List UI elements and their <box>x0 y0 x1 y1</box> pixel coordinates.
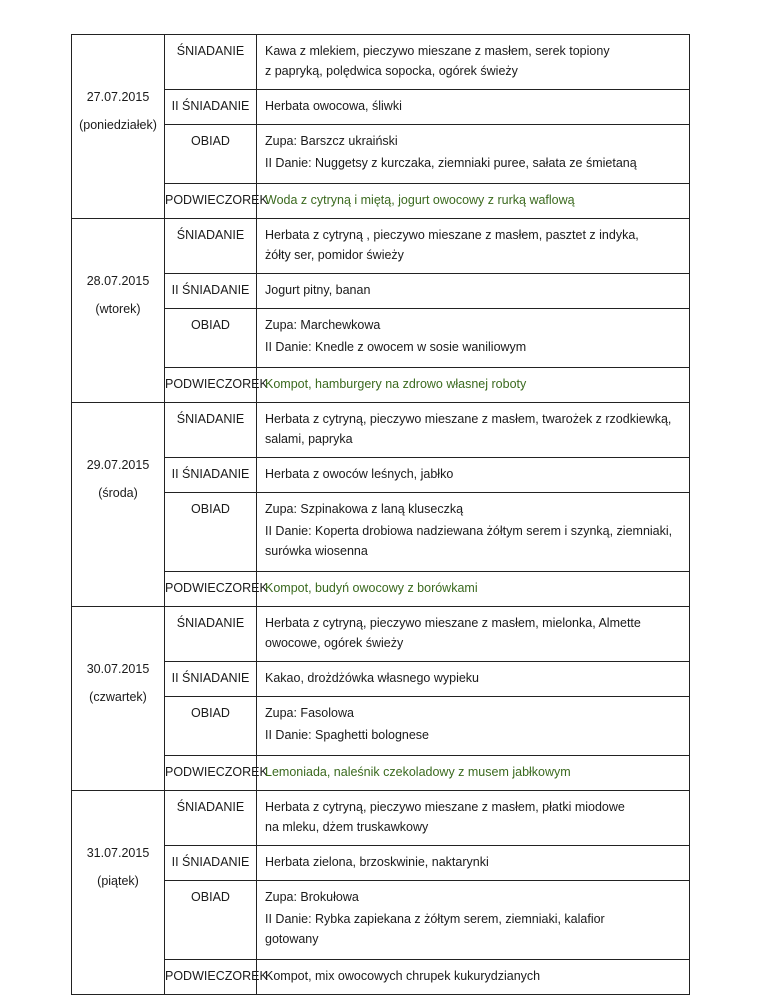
day-cell <box>72 607 165 791</box>
snack-row <box>72 368 690 403</box>
meal-desc-snack <box>257 368 690 403</box>
day-cell <box>72 35 165 219</box>
desc-line: Jogurt pitny, banan <box>265 283 371 297</box>
meal-desc-second-breakfast <box>257 846 690 881</box>
meal-label-breakfast: ŚNIADANIE <box>165 219 257 274</box>
meal-desc-main <box>257 519 690 572</box>
desc-line: z papryką, polędwica sopocka, ogórek świeży <box>265 64 518 78</box>
second-breakfast-row <box>72 662 690 697</box>
breakfast-row <box>72 35 690 90</box>
meal-desc-breakfast <box>257 791 690 846</box>
meal-desc-snack <box>257 756 690 791</box>
desc-line: Herbata z cytryną, pieczywo mieszane z masłem, twarożek z rzodkiewką, <box>265 412 672 426</box>
lunch-main-row <box>72 335 690 368</box>
soup-line: Zupa: Szpinakowa z laną kluseczką <box>265 502 464 516</box>
lunch-soup-row <box>72 309 690 336</box>
desc-line: salami, papryka <box>265 432 353 446</box>
meal-desc-second-breakfast <box>257 662 690 697</box>
day-cell <box>72 403 165 607</box>
desc-line: Kompot, mix owocowych chrupek kukurydzianych <box>265 969 541 983</box>
main-dish-line: gotowany <box>265 932 319 946</box>
meal-label-breakfast: ŚNIADANIE <box>165 607 257 662</box>
meal-label-lunch: OBIAD <box>165 493 257 520</box>
meal-desc-breakfast <box>257 403 690 458</box>
meal-desc-snack <box>257 184 690 219</box>
meal-desc-soup <box>257 493 690 520</box>
meal-desc-soup <box>257 309 690 336</box>
soup-line: Zupa: Fasolowa <box>265 706 354 720</box>
meal-desc-main <box>257 723 690 756</box>
snack-row <box>72 960 690 995</box>
day-weekday: (wtorek) <box>95 302 141 316</box>
desc-line: Herbata z owoców leśnych, jabłko <box>265 467 454 481</box>
meal-desc-soup <box>257 881 690 908</box>
meal-label-snack: PODWIECZOREK <box>165 756 257 791</box>
meal-desc-snack <box>257 960 690 995</box>
day-date: 28.07.2015 <box>86 274 150 288</box>
meal-label-lunch: OBIAD <box>165 881 257 908</box>
meal-label-snack: PODWIECZOREK <box>165 184 257 219</box>
lunch-main-row <box>72 907 690 960</box>
desc-line: owocowe, ogórek świeży <box>265 636 404 650</box>
snack-row <box>72 756 690 791</box>
day-date: 27.07.2015 <box>86 90 150 104</box>
meal-label-snack: PODWIECZOREK <box>165 368 257 403</box>
second-breakfast-row <box>72 274 690 309</box>
main-dish-line: II Danie: Nuggetsy z kurczaka, ziemniaki puree, sałata ze śmietaną <box>265 156 637 170</box>
snack-row <box>72 572 690 607</box>
main-dish-line: II Danie: Rybka zapiekana z żółtym serem, ziemniaki, kalafior <box>265 912 605 926</box>
meal-label-empty <box>165 907 257 960</box>
main-dish-line: II Danie: Koperta drobiowa nadziewana żółtym serem i szynką, ziemniaki, <box>265 524 673 538</box>
lunch-soup-row <box>72 125 690 152</box>
meal-label-lunch: OBIAD <box>165 697 257 724</box>
meal-desc-snack <box>257 572 690 607</box>
desc-line: na mleku, dżem truskawkowy <box>265 820 429 834</box>
desc-line: żółty ser, pomidor świeży <box>265 248 404 262</box>
meal-desc-second-breakfast <box>257 274 690 309</box>
breakfast-row <box>72 403 690 458</box>
day-weekday: (poniedziałek) <box>79 118 157 132</box>
meal-label-breakfast: ŚNIADANIE <box>165 791 257 846</box>
main-dish-line: II Danie: Spaghetti bolognese <box>265 728 430 742</box>
day-weekday: (piątek) <box>97 874 139 888</box>
desc-line: Herbata z cytryną, pieczywo mieszane z masłem, płatki miodowe <box>265 800 625 814</box>
main-dish-line: surówka wiosenna <box>265 544 368 558</box>
day-date: 30.07.2015 <box>86 662 150 676</box>
day-cell <box>72 791 165 995</box>
weekly-menu-table <box>71 34 690 995</box>
meal-desc-breakfast <box>257 219 690 274</box>
desc-line: Kompot, hamburgery na zdrowo własnej roboty <box>265 377 527 391</box>
desc-line: Lemoniada, naleśnik czekoladowy z musem jabłkowym <box>265 765 571 779</box>
meal-desc-breakfast <box>257 35 690 90</box>
day-date: 31.07.2015 <box>86 846 150 860</box>
lunch-main-row <box>72 723 690 756</box>
meal-desc-main <box>257 335 690 368</box>
main-dish-line: II Danie: Knedle z owocem w sosie waniliowym <box>265 340 527 354</box>
desc-line: Woda z cytryną i miętą, jogurt owocowy z rurką waflową <box>265 193 575 207</box>
day-weekday: (czwartek) <box>89 690 147 704</box>
meal-label-lunch: OBIAD <box>165 125 257 152</box>
meal-label-empty <box>165 519 257 572</box>
day-cell <box>72 219 165 403</box>
desc-line: Herbata owocowa, śliwki <box>265 99 402 113</box>
desc-line: Kompot, budyń owocowy z borówkami <box>265 581 478 595</box>
meal-label-second-breakfast: II ŚNIADANIE <box>165 90 257 125</box>
meal-desc-breakfast <box>257 607 690 662</box>
meal-desc-soup <box>257 125 690 152</box>
meal-label-lunch: OBIAD <box>165 309 257 336</box>
second-breakfast-row <box>72 458 690 493</box>
soup-line: Zupa: Marchewkowa <box>265 318 381 332</box>
meal-desc-main <box>257 907 690 960</box>
lunch-main-row <box>72 519 690 572</box>
soup-line: Zupa: Brokułowa <box>265 890 359 904</box>
meal-label-second-breakfast: II ŚNIADANIE <box>165 458 257 493</box>
lunch-main-row <box>72 151 690 184</box>
desc-line: Herbata z cytryną, pieczywo mieszane z masłem, mielonka, Almette <box>265 616 641 630</box>
second-breakfast-row <box>72 90 690 125</box>
meal-desc-second-breakfast <box>257 90 690 125</box>
desc-line: Kawa z mlekiem, pieczywo mieszane z masłem, serek topiony <box>265 44 610 58</box>
meal-label-breakfast: ŚNIADANIE <box>165 403 257 458</box>
meal-label-snack: PODWIECZOREK <box>165 572 257 607</box>
breakfast-row <box>72 219 690 274</box>
snack-row <box>72 184 690 219</box>
lunch-soup-row <box>72 697 690 724</box>
meal-label-empty <box>165 335 257 368</box>
day-weekday: (środa) <box>98 486 138 500</box>
meal-label-snack: PODWIECZOREK <box>165 960 257 995</box>
breakfast-row <box>72 607 690 662</box>
second-breakfast-row <box>72 846 690 881</box>
soup-line: Zupa: Barszcz ukraiński <box>265 134 398 148</box>
breakfast-row <box>72 791 690 846</box>
lunch-soup-row <box>72 493 690 520</box>
meal-label-second-breakfast: II ŚNIADANIE <box>165 274 257 309</box>
meal-label-second-breakfast: II ŚNIADANIE <box>165 662 257 697</box>
meal-desc-main <box>257 151 690 184</box>
meal-desc-second-breakfast <box>257 458 690 493</box>
desc-line: Herbata z cytryną , pieczywo mieszane z masłem, pasztet z indyka, <box>265 228 639 242</box>
day-date: 29.07.2015 <box>86 458 150 472</box>
meal-label-empty <box>165 151 257 184</box>
desc-line: Kakao, drożdżówka własnego wypieku <box>265 671 480 685</box>
meal-label-second-breakfast: II ŚNIADANIE <box>165 846 257 881</box>
meal-label-empty <box>165 723 257 756</box>
meal-desc-soup <box>257 697 690 724</box>
lunch-soup-row <box>72 881 690 908</box>
desc-line: Herbata zielona, brzoskwinie, naktarynki <box>265 855 489 869</box>
meal-label-breakfast: ŚNIADANIE <box>165 35 257 90</box>
